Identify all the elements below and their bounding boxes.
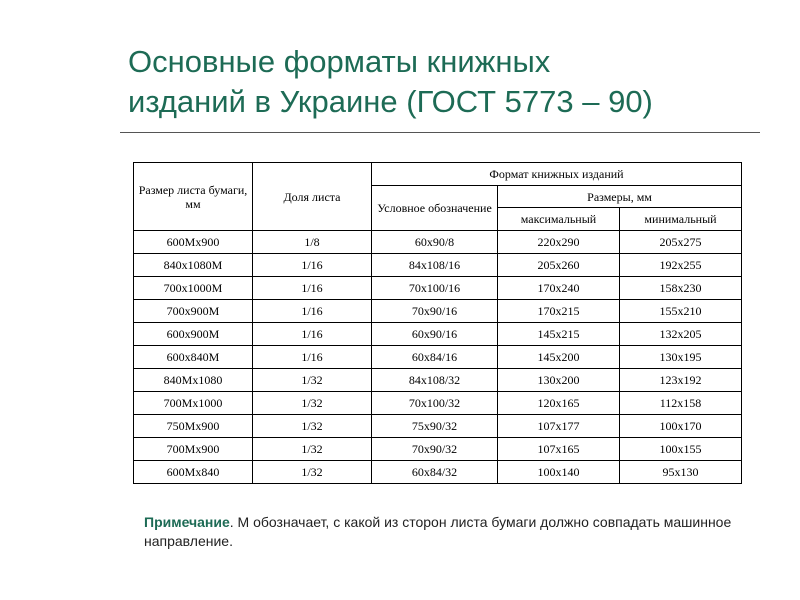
sheet-size-cell: 600x840M — [134, 346, 253, 369]
sheet-size-cell: 600x900M — [134, 323, 253, 346]
min-size-cell: 123x192 — [620, 369, 742, 392]
min-size-cell: 158x230 — [620, 277, 742, 300]
max-size-cell: 100x140 — [498, 461, 620, 484]
max-size-cell: 107x177 — [498, 415, 620, 438]
header-max: максимальный — [498, 208, 620, 231]
table-row — [134, 323, 742, 346]
sheet-size-cell: 700Mx1000 — [134, 392, 253, 415]
table-row — [134, 438, 742, 461]
table-row — [134, 277, 742, 300]
table-row — [134, 254, 742, 277]
sheet-share-cell: 1/16 — [253, 254, 372, 277]
header-designation: Условное обозначение — [372, 186, 498, 231]
max-size-cell: 205x260 — [498, 254, 620, 277]
title-line-2: изданий в Украине (ГОСТ 5773 – 90) — [128, 84, 653, 119]
sheet-size-cell: 600Mx840 — [134, 461, 253, 484]
sheet-share-cell: 1/32 — [253, 369, 372, 392]
sheet-size-cell: 700Mx900 — [134, 438, 253, 461]
max-size-cell: 170x240 — [498, 277, 620, 300]
sheet-share-cell: 1/32 — [253, 392, 372, 415]
min-size-cell: 100x170 — [620, 415, 742, 438]
header-book-format: Формат книжных изданий — [372, 163, 742, 186]
table-row — [134, 415, 742, 438]
header-dimensions: Размеры, мм — [498, 186, 742, 208]
sheet-share-cell: 1/32 — [253, 415, 372, 438]
min-size-cell: 205x275 — [620, 231, 742, 254]
designation-cell: 75x90/32 — [372, 415, 498, 438]
designation-cell: 70x90/32 — [372, 438, 498, 461]
sheet-share-cell: 1/16 — [253, 300, 372, 323]
sheet-share-cell: 1/16 — [253, 346, 372, 369]
max-size-cell: 107x165 — [498, 438, 620, 461]
min-size-cell: 100x155 — [620, 438, 742, 461]
designation-cell: 70x100/16 — [372, 277, 498, 300]
min-size-cell: 132x205 — [620, 323, 742, 346]
formats-table — [133, 162, 742, 484]
header-sheet-share: Доля листа — [253, 163, 372, 231]
sheet-share-cell: 1/32 — [253, 461, 372, 484]
min-size-cell: 192x255 — [620, 254, 742, 277]
max-size-cell: 120x165 — [498, 392, 620, 415]
sheet-share-cell: 1/16 — [253, 323, 372, 346]
header-row-1 — [134, 163, 742, 186]
designation-cell: 84x108/32 — [372, 369, 498, 392]
sheet-share-cell: 1/8 — [253, 231, 372, 254]
title-divider — [120, 132, 760, 133]
sheet-share-cell: 1/16 — [253, 277, 372, 300]
table-row — [134, 369, 742, 392]
table-row — [134, 346, 742, 369]
max-size-cell: 220x290 — [498, 231, 620, 254]
designation-cell: 70x90/16 — [372, 300, 498, 323]
sheet-size-cell: 700x900M — [134, 300, 253, 323]
min-size-cell: 112x158 — [620, 392, 742, 415]
footnote-label: Примечание — [144, 514, 230, 530]
table-row — [134, 392, 742, 415]
max-size-cell: 145x200 — [498, 346, 620, 369]
designation-cell: 60x84/32 — [372, 461, 498, 484]
header-sheet-size: Размер листа бумаги, мм — [134, 163, 253, 231]
max-size-cell: 170x215 — [498, 300, 620, 323]
min-size-cell: 155x210 — [620, 300, 742, 323]
footnote — [144, 513, 744, 551]
table-row — [134, 300, 742, 323]
header-min: минимальный — [620, 208, 742, 231]
min-size-cell: 130x195 — [620, 346, 742, 369]
formats-table-body — [134, 163, 742, 484]
footnote-text: . М обозначает, с какой из сторон листа бумаги должно совпадать машинное направление. — [144, 514, 732, 549]
max-size-cell: 130x200 — [498, 369, 620, 392]
min-size-cell: 95x130 — [620, 461, 742, 484]
designation-cell: 84x108/16 — [372, 254, 498, 277]
sheet-size-cell: 840x1080M — [134, 254, 253, 277]
table-row — [134, 231, 742, 254]
designation-cell: 60x90/16 — [372, 323, 498, 346]
table-row — [134, 461, 742, 484]
sheet-size-cell: 750Mx900 — [134, 415, 253, 438]
sheet-size-cell: 700x1000M — [134, 277, 253, 300]
designation-cell: 60x84/16 — [372, 346, 498, 369]
page-title — [128, 42, 768, 122]
sheet-size-cell: 600Mx900 — [134, 231, 253, 254]
designation-cell: 70x100/32 — [372, 392, 498, 415]
max-size-cell: 145x215 — [498, 323, 620, 346]
title-line-1: Основные форматы книжных — [128, 44, 551, 79]
sheet-size-cell: 840Mx1080 — [134, 369, 253, 392]
designation-cell: 60x90/8 — [372, 231, 498, 254]
sheet-share-cell: 1/32 — [253, 438, 372, 461]
